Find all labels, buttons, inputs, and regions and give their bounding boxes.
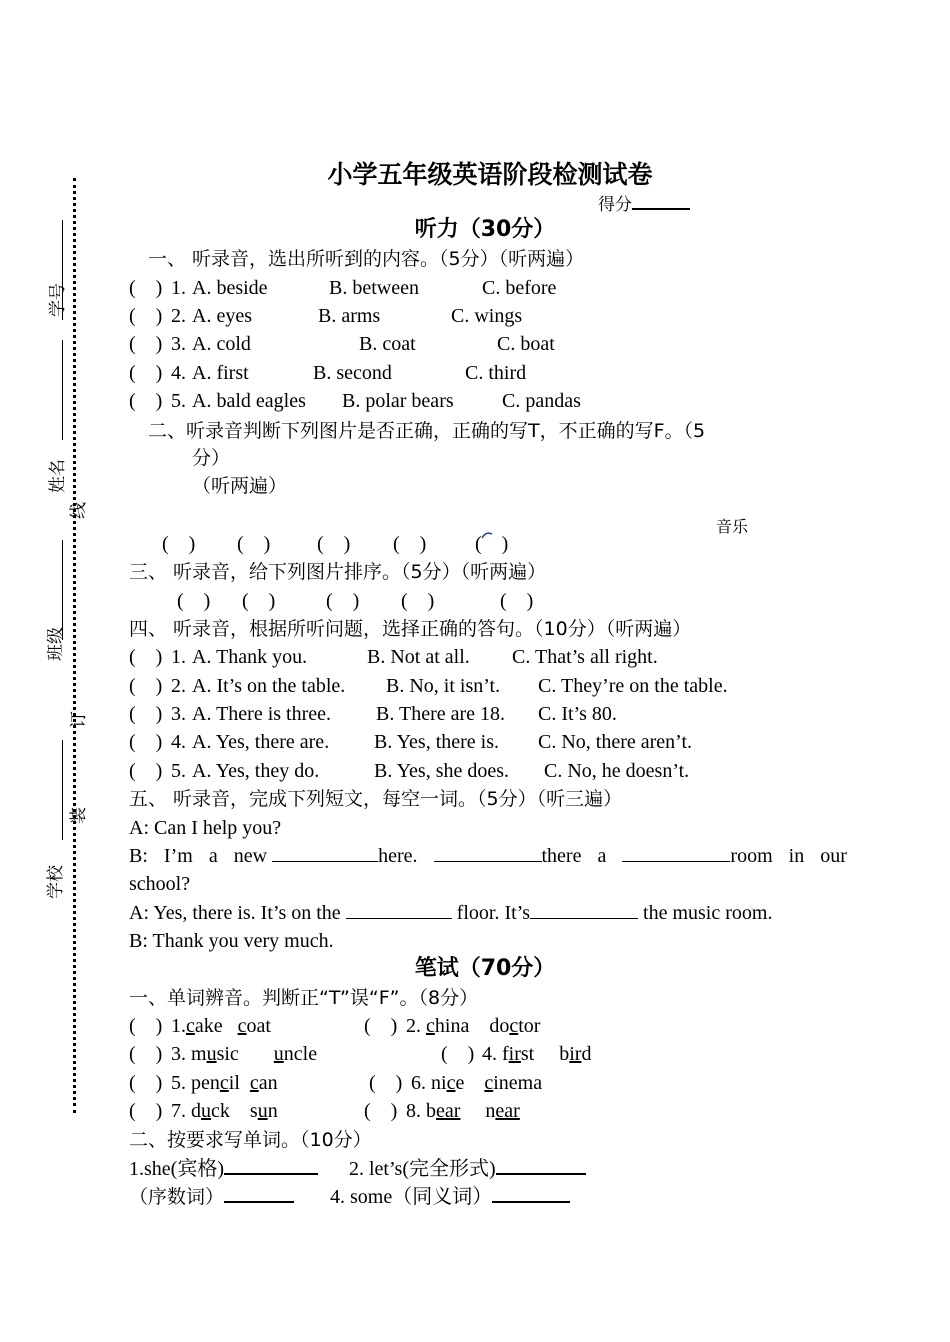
- wp2-q3-blank[interactable]: [224, 1183, 294, 1203]
- blank-4[interactable]: [346, 900, 452, 919]
- p4-q4-num: 4.: [171, 731, 186, 753]
- wp2-q2-blank[interactable]: [496, 1155, 586, 1175]
- w-q2: 2. china doctor: [406, 1015, 541, 1037]
- p4-q4-c: C. No, there aren’t.: [538, 731, 693, 753]
- blank-5[interactable]: [530, 900, 638, 919]
- p1-q5-b: B. polar bears: [342, 390, 454, 412]
- word-in: in: [788, 845, 805, 867]
- exam-title: 小学五年级英语阶段检测试卷: [327, 160, 653, 189]
- p3-answer-5[interactable]: ( ): [500, 590, 534, 612]
- p1-q4-b: B. second: [313, 362, 392, 384]
- phrase-new-here: new here.: [233, 845, 418, 867]
- p4-q4-a: A. Yes, there are.: [192, 731, 330, 753]
- p1-q4-bracket[interactable]: ( ): [129, 362, 163, 384]
- p1-q4-a: A. first: [192, 362, 249, 384]
- wp2-q4: 4. some（同义词）: [330, 1183, 570, 1210]
- phrase-there: there: [434, 843, 582, 869]
- p4-q5-num: 5.: [171, 760, 186, 782]
- w-q6-bracket[interactable]: ( ): [369, 1072, 403, 1094]
- w-q3: 3. music uncle: [171, 1043, 318, 1065]
- p1-q3-b: B. coat: [359, 333, 416, 355]
- wp2-q4-blank[interactable]: [492, 1183, 570, 1203]
- p4-q1-c: C. That’s all right.: [512, 646, 658, 668]
- p2-answer-2[interactable]: ( ): [237, 533, 271, 555]
- p1-q5-a: A. bald eagles: [192, 390, 306, 412]
- p2-answer-5[interactable]: ( ): [475, 533, 509, 555]
- listening-part2-heading: 二、听录音判断下列图片是否正确，正确的写T，不正确的写F。（5: [148, 420, 706, 442]
- writing-part2-heading: 二、按要求写单词。（10分）: [129, 1129, 372, 1151]
- p4-q1-a: A. Thank you.: [192, 646, 308, 668]
- score-field: [598, 190, 690, 218]
- w-q8-bracket[interactable]: ( ): [364, 1100, 398, 1122]
- dialogue-line-2: [129, 843, 847, 869]
- p4-q2-b: B. No, it isn’t.: [386, 675, 501, 697]
- p1-q2-a: A. eyes: [192, 305, 252, 327]
- binding-underline-2: [62, 340, 63, 440]
- p1-q1-c: C. before: [482, 277, 557, 299]
- p4-q3-b: B. There are 18.: [376, 703, 506, 725]
- p1-q1-bracket[interactable]: ( ): [129, 277, 163, 299]
- w-q8: 8. bear near: [406, 1100, 520, 1122]
- school-label: 学校: [46, 865, 66, 899]
- dialogue-line-5: B: Thank you very much.: [129, 930, 334, 952]
- p1-q1-b: B. between: [329, 277, 419, 299]
- p4-q3-c: C. It’s 80.: [538, 703, 617, 725]
- p3-answer-2[interactable]: ( ): [242, 590, 276, 612]
- w-q3-bracket[interactable]: ( ): [129, 1043, 163, 1065]
- p4-q2-bracket[interactable]: ( ): [129, 675, 163, 697]
- p1-q5-c: C. pandas: [502, 390, 581, 412]
- p2-answer-4[interactable]: ( ): [393, 533, 427, 555]
- p3-answer-1[interactable]: ( ): [177, 590, 211, 612]
- w-q6: 6. nice cinema: [411, 1072, 543, 1094]
- wp2-q1: 1.she(宾格): [129, 1155, 318, 1182]
- w-q7-bracket[interactable]: ( ): [129, 1100, 163, 1122]
- w-q2-bracket[interactable]: ( ): [364, 1015, 398, 1037]
- p1-q2-num: 2.: [171, 305, 186, 327]
- p4-q4-bracket[interactable]: ( ): [129, 731, 163, 753]
- p1-q3-a: A. cold: [192, 333, 251, 355]
- p1-q3-c: C. boat: [497, 333, 555, 355]
- p4-q2-c: C. They’re on the table.: [538, 675, 728, 697]
- blank-2[interactable]: [434, 843, 542, 862]
- p4-q2-a: A. It’s on the table.: [192, 675, 346, 697]
- binding-underline-4: [62, 740, 63, 840]
- listening-part1-heading: 一、 听录音，选出所听到的内容。（5分）（听两遍）: [148, 248, 585, 270]
- p1-q2-c: C. wings: [451, 305, 523, 327]
- word-im: I’m: [163, 845, 193, 867]
- dialogue-line-3: school?: [129, 873, 191, 895]
- score-blank[interactable]: [632, 190, 690, 210]
- p1-q4-c: C. third: [465, 362, 527, 384]
- music-picture-label: 音乐: [716, 517, 749, 536]
- p3-answer-3[interactable]: ( ): [326, 590, 360, 612]
- w-q1: 1.cake coat: [171, 1015, 271, 1037]
- p4-q4-b: B. Yes, there is.: [374, 731, 500, 753]
- student-name-label: 姓名: [48, 459, 68, 493]
- student-id-label: 学号: [48, 283, 68, 317]
- word-a: a: [208, 845, 218, 867]
- p1-q3-bracket[interactable]: ( ): [129, 333, 163, 355]
- word-our: our: [820, 845, 847, 867]
- p1-q2-b: B. arms: [318, 305, 381, 327]
- class-label: 班级: [46, 627, 66, 661]
- binding-mark-xian: 线: [69, 502, 89, 519]
- word-a-2: a: [597, 845, 607, 867]
- speaker-b: B:: [129, 845, 148, 867]
- p1-q1-num: 1.: [171, 277, 186, 299]
- binding-mark-ding: 订: [69, 711, 89, 728]
- p4-q3-a: A. There is three.: [192, 703, 332, 725]
- p1-q5-bracket[interactable]: ( ): [129, 390, 163, 412]
- listening-part4-heading: 四、 听录音，根据所听问题，选择正确的答句。（10分）（听两遍）: [129, 618, 692, 640]
- dialogue-line-4: A: Yes, there is. It’s on the floor. It’s the music room.: [129, 902, 773, 924]
- p1-q4-num: 4.: [171, 362, 186, 384]
- listening-heading: 听力（30分）: [414, 217, 556, 242]
- p4-q1-num: 1.: [171, 646, 186, 668]
- w-q5-bracket[interactable]: ( ): [129, 1072, 163, 1094]
- writing-heading: 笔试（70分）: [414, 956, 556, 981]
- p1-q5-num: 5.: [171, 390, 186, 412]
- p1-q1-a: A. beside: [192, 277, 268, 299]
- picture-fragment: [480, 530, 494, 540]
- p1-q2-bracket[interactable]: ( ): [129, 305, 163, 327]
- binding-mark-zhuang: 装: [69, 807, 89, 824]
- w-q4-bracket[interactable]: ( ): [441, 1043, 475, 1065]
- p2-answer-3[interactable]: ( ): [317, 533, 351, 555]
- w-q5: 5. pencil can: [171, 1072, 278, 1094]
- wp2-q3: （序数词）: [129, 1183, 294, 1210]
- score-label: 得分: [598, 195, 632, 215]
- p4-q3-num: 3.: [171, 703, 186, 725]
- p4-q5-a: A. Yes, they do.: [192, 760, 320, 782]
- w-q4: 4. first bird: [482, 1043, 592, 1065]
- p1-q3-num: 3.: [171, 333, 186, 355]
- w-q1-bracket[interactable]: ( ): [129, 1015, 163, 1037]
- writing-part1-heading: 一、单词辨音。判断正“T”误“F”。（8分）: [129, 987, 479, 1009]
- phrase-room: room: [622, 843, 772, 869]
- listening-part5-heading: 五、 听录音，完成下列短文，每空一词。（5分）（听三遍）: [129, 788, 623, 810]
- listening-part2-heading-cont: 分）: [192, 447, 231, 469]
- w-q7: 7. duck sun: [171, 1100, 278, 1122]
- listening-part3-heading: 三、 听录音，给下列图片排序。（5分）（听两遍）: [129, 561, 547, 583]
- blank-1[interactable]: [272, 843, 378, 862]
- listening-part2-note: （听两遍）: [192, 475, 288, 497]
- p4-q3-bracket[interactable]: ( ): [129, 703, 163, 725]
- p4-q5-b: B. Yes, she does.: [374, 760, 510, 782]
- p2-answer-1[interactable]: ( ): [162, 533, 196, 555]
- dialogue-line-1: A: Can I help you?: [129, 817, 282, 839]
- p3-answer-4[interactable]: ( ): [401, 590, 435, 612]
- wp2-q1-blank[interactable]: [224, 1155, 318, 1175]
- p4-q5-c: C. No, he doesn’t.: [544, 760, 690, 782]
- p4-q1-bracket[interactable]: ( ): [129, 646, 163, 668]
- p4-q1-b: B. Not at all.: [367, 646, 470, 668]
- p4-q5-bracket[interactable]: ( ): [129, 760, 163, 782]
- wp2-q2: 2. let’s(完全形式): [349, 1155, 586, 1182]
- p4-q2-num: 2.: [171, 675, 186, 697]
- blank-3[interactable]: [622, 843, 730, 862]
